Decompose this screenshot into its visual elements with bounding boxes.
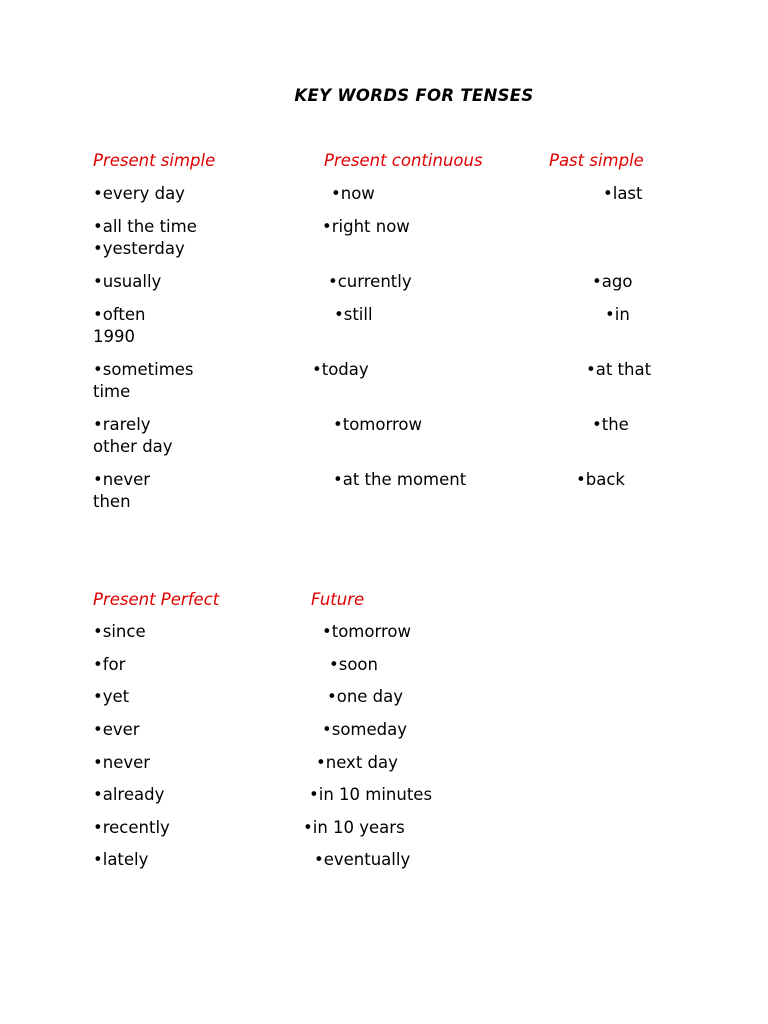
keyword-line: •tomorrow: [333, 415, 422, 434]
heading-present-continuous: Present continuous: [324, 151, 483, 170]
keyword-line: •usually: [93, 272, 162, 291]
keyword-line: •already: [93, 785, 165, 804]
keyword-line: time: [93, 382, 131, 401]
keyword-line: •right now: [322, 217, 410, 236]
keyword-line: •since: [93, 622, 146, 641]
keyword-line: •at that: [586, 360, 652, 379]
keyword-line: •soon: [329, 655, 378, 674]
keyword-line: •in 10 minutes: [309, 785, 433, 804]
keyword-line: •currently: [328, 272, 412, 291]
keyword-line: •the: [592, 415, 629, 434]
keyword-line: •rarely: [93, 415, 151, 434]
keyword-line: •sometimes: [93, 360, 194, 379]
keyword-line: then: [93, 492, 131, 511]
keyword-line: •for: [93, 655, 126, 674]
keyword-line: •in: [605, 305, 630, 324]
keyword-line: 1990: [93, 327, 135, 346]
keyword-line: •every day: [93, 184, 185, 203]
keyword-line: •all the time: [93, 217, 197, 236]
keyword-line: •at the moment: [333, 470, 467, 489]
keyword-line: •in 10 years: [303, 818, 405, 837]
keyword-line: •often: [93, 305, 146, 324]
keyword-line: •ago: [592, 272, 633, 291]
keyword-line: •eventually: [314, 850, 411, 869]
heading-past-simple: Past simple: [549, 151, 644, 170]
keyword-line: •yesterday: [93, 239, 185, 258]
heading-future: Future: [311, 590, 365, 609]
keyword-line: •last: [603, 184, 643, 203]
page-title: KEY WORDS FOR TENSES: [294, 86, 534, 105]
heading-present-perfect: Present Perfect: [93, 590, 220, 609]
keyword-line: •recently: [93, 818, 170, 837]
keyword-line: •never: [93, 470, 151, 489]
keyword-line: •one day: [327, 687, 404, 706]
keyword-line: •yet: [93, 687, 130, 706]
keyword-line: •someday: [322, 720, 407, 739]
keyword-line: •now: [331, 184, 375, 203]
keyword-line: •still: [334, 305, 373, 324]
keyword-line: •back: [576, 470, 625, 489]
heading-present-simple: Present simple: [93, 151, 216, 170]
keyword-line: •ever: [93, 720, 140, 739]
keyword-line: •next day: [316, 753, 398, 772]
keyword-line: other day: [93, 437, 173, 456]
keyword-line: •today: [312, 360, 369, 379]
keyword-line: •never: [93, 753, 151, 772]
keyword-line: •tomorrow: [322, 622, 411, 641]
keyword-line: •lately: [93, 850, 149, 869]
